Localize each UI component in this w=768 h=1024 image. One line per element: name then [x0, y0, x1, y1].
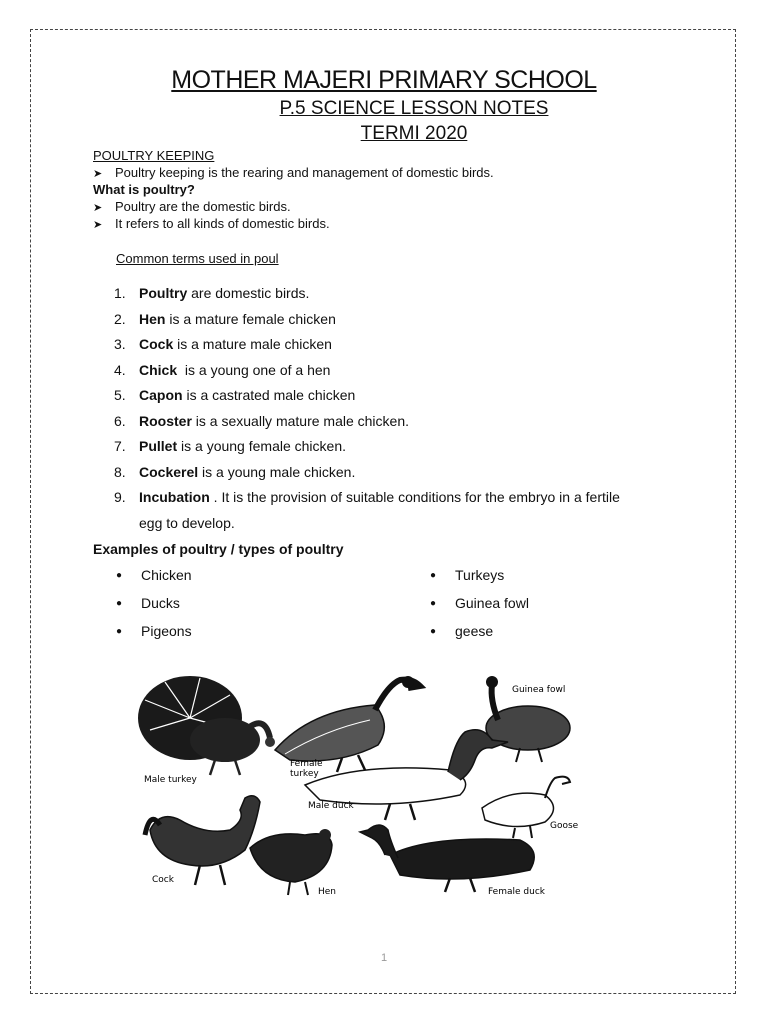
arrow-bullet-icon: ➤: [93, 202, 103, 214]
page-number: 1: [380, 952, 388, 964]
bullet-icon: ●: [116, 570, 123, 581]
list-item: 4. Chick is a young one of a hen: [114, 361, 331, 378]
list-item: 6. Rooster is a sexually mature male chicken.: [114, 412, 409, 429]
list-item: ● Turkeys: [430, 567, 505, 583]
common-terms-heading: Common terms used in poul: [116, 251, 279, 266]
arrow-bullet-icon: ➤: [93, 219, 103, 231]
list-item: 2. Hen is a mature female chicken: [114, 310, 336, 327]
label-guinea-fowl: Guinea fowl: [512, 685, 566, 695]
male-turkey-drawing: [138, 676, 275, 775]
school-title: MOTHER MAJERI PRIMARY SCHOOL: [171, 66, 597, 94]
bullet-icon: ●: [430, 598, 437, 609]
list-item-continuation: egg to develop.: [139, 514, 235, 531]
bullet-icon: ●: [116, 598, 123, 609]
arrow-bullet-icon: ➤: [93, 168, 103, 180]
bullet-icon: ●: [116, 626, 123, 637]
list-item: 5. Capon is a castrated male chicken: [114, 387, 356, 403]
list-item: ● Guinea fowl: [430, 595, 529, 611]
list-item: ● geese: [430, 623, 494, 639]
bullet-icon: ●: [430, 570, 437, 581]
female-turkey-drawing: [275, 676, 420, 772]
label-cock: Cock: [152, 875, 174, 885]
list-item: 3. Cock is a mature male chicken: [114, 336, 332, 352]
hen-drawing: [250, 829, 332, 895]
answer-line-2: ➤ It refers to all kinds of domestic birds.: [93, 216, 330, 231]
label-female-duck: Female duck: [488, 887, 545, 897]
list-item: ● Chicken: [116, 567, 192, 583]
list-item: ● Pigeons: [116, 623, 192, 639]
list-item: 8. Cockerel is a young male chicken.: [114, 463, 356, 480]
poultry-keeping-heading: POULTRY KEEPING: [93, 148, 215, 163]
list-item: ● Ducks: [116, 595, 180, 611]
label-female-turkey-1: Female: [290, 759, 323, 769]
answer-line-1: ➤ Poultry are the domestic birds.: [93, 199, 291, 214]
definition-line: ➤ Poultry keeping is the rearing and management of domestic birds.: [93, 165, 494, 180]
examples-right-column: [430, 567, 529, 651]
list-item: 1. Poultry are domestic birds.: [114, 285, 310, 301]
term-title: TERMI 2020: [360, 123, 468, 144]
terms-list: [114, 284, 620, 539]
lesson-subtitle: P.5 SCIENCE LESSON NOTES: [279, 98, 549, 119]
question-heading: What is poultry?: [93, 182, 195, 197]
label-female-turkey-2: turkey: [290, 769, 319, 779]
list-item: 7. Pullet is a young female chicken.: [114, 438, 346, 454]
label-goose: Goose: [550, 821, 579, 831]
label-male-turkey: Male turkey: [144, 775, 197, 785]
examples-heading: Examples of poultry / types of poultry: [93, 541, 344, 557]
bullet-icon: ●: [430, 626, 437, 637]
label-male-duck: Male duck: [308, 801, 354, 811]
list-item: 9. Incubation . It is the provision of suitable conditions for the embryo in a fertile: [114, 489, 620, 505]
label-hen: Hen: [318, 887, 337, 897]
poultry-birds-illustration: [130, 670, 590, 905]
female-duck-drawing: [360, 825, 534, 892]
examples-left-column: [116, 567, 192, 651]
cock-drawing: [145, 796, 260, 885]
